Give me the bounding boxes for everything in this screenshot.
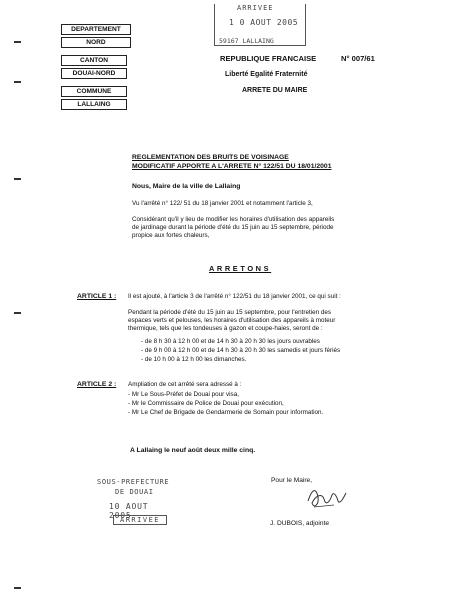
douai-nord-box bbox=[61, 68, 127, 79]
commune-label: COMMUNE bbox=[76, 88, 112, 95]
stamp-bottom-line2: DE DOUAI bbox=[115, 488, 154, 496]
considerant-line1: Considérant qu'il y lieu de modifier les horaires d'utilisation des appareils bbox=[132, 216, 335, 223]
article1-para3: thermique, tels que les tondeuses à gazon et coupe-haies, seront de : bbox=[128, 325, 323, 332]
margin-mark bbox=[14, 312, 21, 314]
decree-title: ARRETE DU MAIRE bbox=[242, 87, 308, 94]
considerant-line2: de jardinage durant la période d'été du 15 juin au 15 septembre, période bbox=[132, 224, 334, 231]
motto: Liberté Egalité Fraternité bbox=[225, 71, 308, 78]
article2-recipient2: - Mr le Commissaire de Police de Douai pour exécution, bbox=[128, 400, 284, 407]
subject-line1: REGLEMENTATION DES BRUITS DE VOISINAGE bbox=[132, 154, 289, 161]
article1-para1: Pendant la période d'été du 15 juin au 15 septembre, pour l'entretien des bbox=[128, 309, 331, 316]
nord-label: NORD bbox=[86, 39, 106, 46]
signer-name: J. DUBOIS, adjointe bbox=[270, 520, 330, 527]
arrival-stamp-bottom bbox=[95, 478, 175, 527]
stamp-bottom-line3: 10 AOUT 2005 bbox=[109, 502, 149, 520]
article2-intro: Ampliation de cet arrêté sera adressé à : bbox=[128, 381, 242, 388]
vu-line: Vu l'arrêté n° 122/ 51 du 18 janvier 2001 et notamment l'article 3, bbox=[132, 200, 313, 207]
stamp-bottom-line1: SOUS-PREFECTURE bbox=[97, 478, 170, 486]
douai-nord-label: DOUAI-NORD bbox=[72, 70, 116, 77]
commune-box bbox=[61, 86, 127, 97]
closing-line: A Lallaing le neuf août deux mille cinq. bbox=[130, 447, 256, 454]
margin-mark bbox=[14, 178, 21, 180]
mayor-statement: Nous, Maire de la ville de Lallaing bbox=[132, 183, 241, 190]
nord-box bbox=[61, 37, 131, 48]
article1-bullet3: - de 10 h 00 à 12 h 00 les dimanches. bbox=[141, 356, 247, 363]
lallaing-box bbox=[61, 99, 127, 110]
canton-box bbox=[61, 55, 127, 66]
arretons-heading: ARRETONS bbox=[209, 264, 272, 273]
stamp-top-line2: 1 0 AOUT 2005 bbox=[229, 18, 299, 27]
departement-box bbox=[61, 24, 131, 35]
stamp-top-line3: 59167 LALLAING bbox=[219, 37, 274, 45]
article2-label: ARTICLE 2 : bbox=[77, 381, 117, 388]
considerant-line3: propice aux fortes chaleurs, bbox=[132, 232, 210, 239]
subject-line2: MODIFICATIF APPORTE A L'ARRETE N° 122/51 DU 18/01/2001 bbox=[132, 163, 332, 170]
article1-bullet2: - de 9 h 00 à 12 h 00 et de 14 h 30 à 20 h 30 les samedis et jours fériés bbox=[141, 347, 341, 354]
arrival-stamp-top bbox=[214, 4, 306, 46]
decree-number: N° 007/61 bbox=[341, 54, 375, 63]
lallaing-label: LALLAING bbox=[77, 101, 111, 108]
stamp-top-line1: ARRIVEE bbox=[237, 4, 274, 12]
for-mayor: Pour le Maire, bbox=[271, 477, 313, 484]
article1-intro: Il est ajouté, à l'article 3 de l'arrêté n° 122/51 du 18 janvier 2001, ce qui suit : bbox=[128, 293, 341, 300]
article1-para2: espaces verts et pelouses, les horaires d'utilisation des appareils à moteur bbox=[128, 317, 336, 324]
canton-label: CANTON bbox=[79, 57, 109, 64]
republic-title: REPUBLIQUE FRANCAISE bbox=[220, 54, 317, 63]
article1-label: ARTICLE 1 : bbox=[77, 293, 117, 300]
article1-bullet1: - de 8 h 30 à 12 h 00 et de 14 h 30 à 20 h 30 les jours ouvrables bbox=[141, 338, 320, 345]
stamp-bottom-line4: ARRIVEE bbox=[113, 515, 167, 525]
margin-mark bbox=[14, 41, 21, 43]
signature-scribble bbox=[304, 483, 350, 513]
article2-recipient1: - Mr Le Sous-Préfet de Douai pour visa, bbox=[128, 391, 239, 398]
article2-recipient3: - Mr Le Chef de Brigade de Gendarmerie de Somain pour information. bbox=[128, 409, 324, 416]
margin-mark bbox=[14, 587, 21, 589]
margin-mark bbox=[14, 81, 21, 83]
departement-label: DEPARTEMENT bbox=[71, 26, 121, 33]
